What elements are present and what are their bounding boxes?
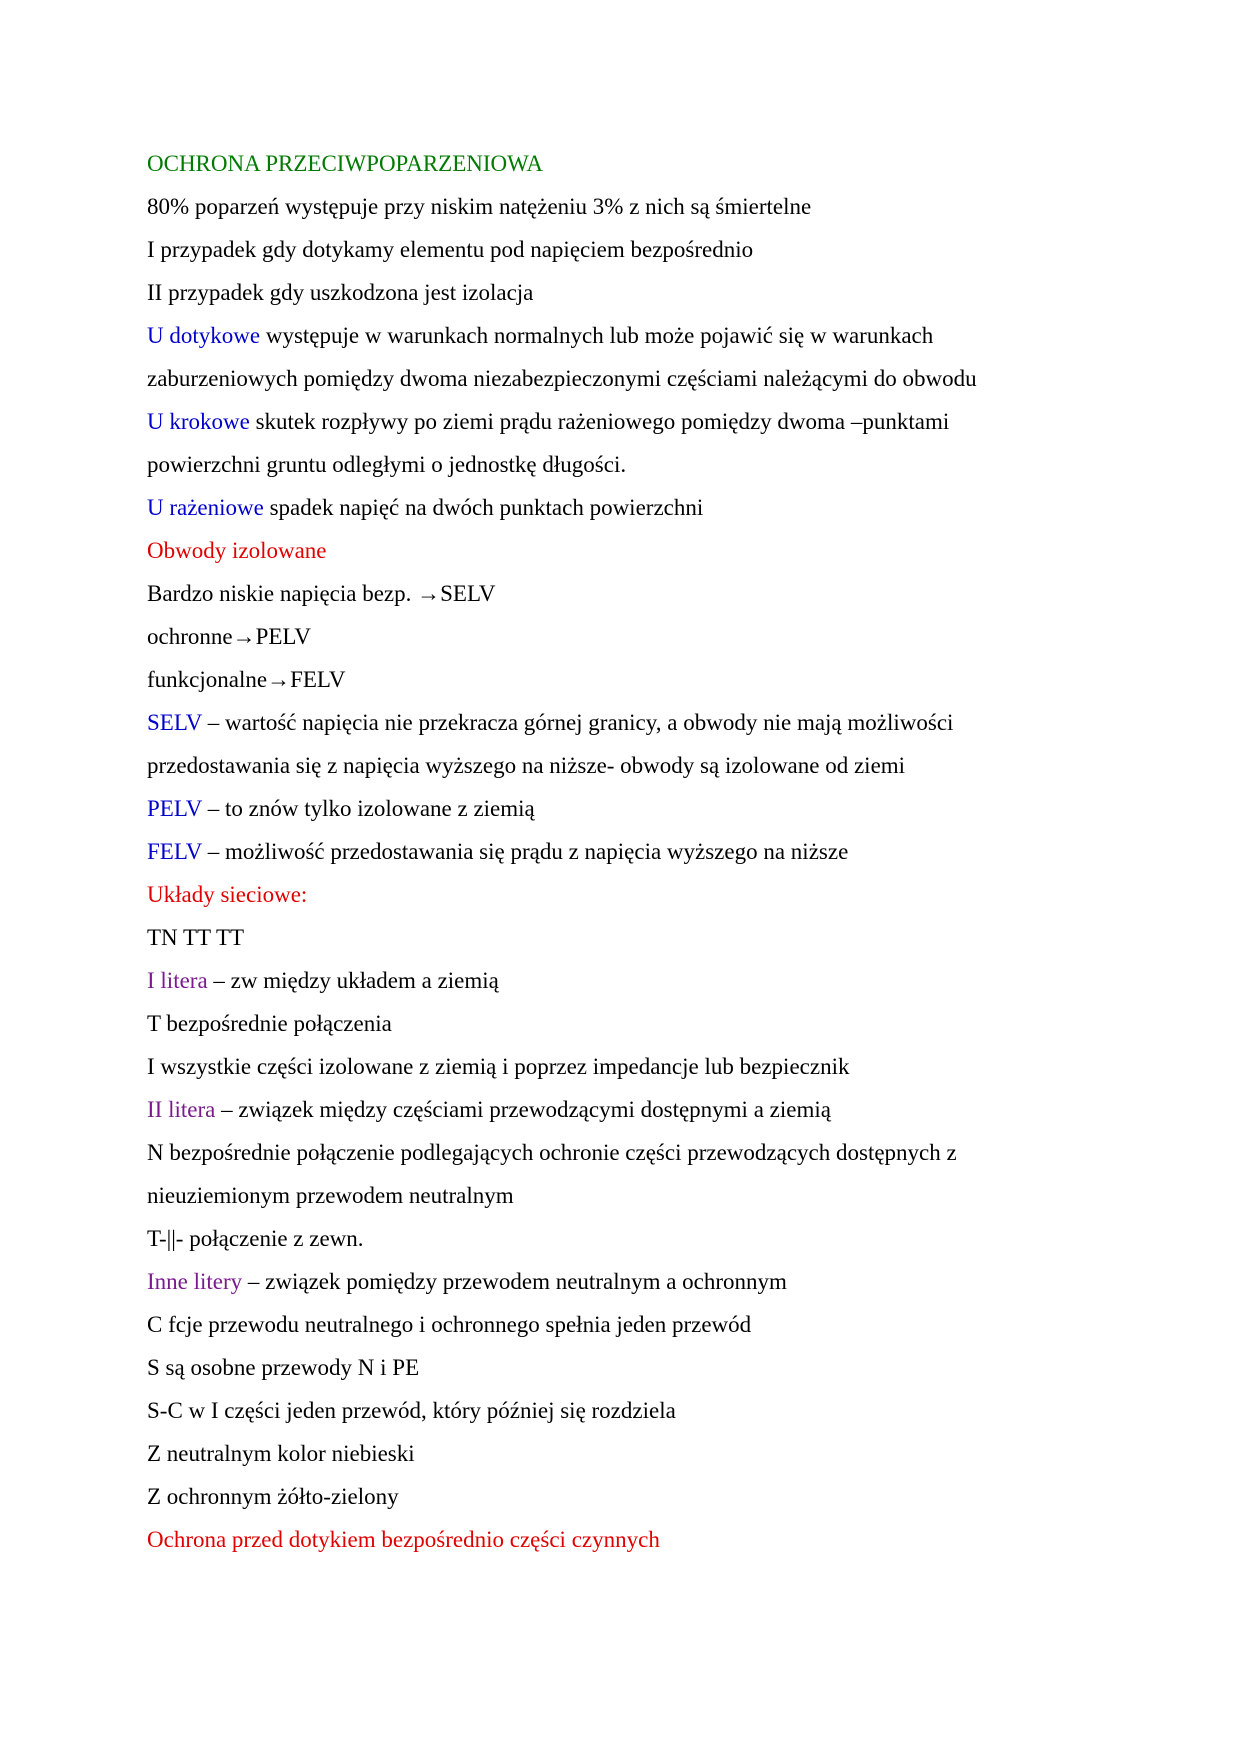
highlighted-term: U rażeniowe bbox=[147, 495, 264, 520]
body-text: Z ochronnym żółto-zielony bbox=[147, 1484, 399, 1509]
document-line bbox=[147, 1303, 1147, 1346]
document-text-body bbox=[147, 142, 1147, 1561]
document-line bbox=[147, 1432, 1147, 1475]
highlighted-term: Inne litery bbox=[147, 1269, 243, 1294]
document-line bbox=[147, 1174, 1147, 1217]
document-line bbox=[147, 1475, 1147, 1518]
body-text: – możliwość przedostawania się prądu z napięcia wyższego na niższe bbox=[201, 839, 849, 864]
document-line bbox=[147, 1518, 1147, 1561]
body-text: 80% poparzeń występuje przy niskim natężeniu 3% z nich są śmiertelne bbox=[147, 194, 812, 219]
body-text: S-C w I części jeden przewód, który później się rozdziela bbox=[147, 1398, 676, 1423]
document-line bbox=[147, 1346, 1147, 1389]
highlighted-term: U krokowe bbox=[147, 409, 250, 434]
document-line bbox=[147, 185, 1147, 228]
body-text: występuje w warunkach normalnych lub może pojawić się w warunkach bbox=[260, 323, 934, 348]
body-text: S są osobne przewody N i PE bbox=[147, 1355, 420, 1380]
highlighted-term: PELV bbox=[147, 796, 202, 821]
document-line bbox=[147, 658, 1147, 701]
document-line bbox=[147, 1217, 1147, 1260]
body-text: powierzchni gruntu odległymi o jednostkę długości. bbox=[147, 452, 627, 477]
document-line bbox=[147, 486, 1147, 529]
document-line bbox=[147, 787, 1147, 830]
body-text: – to znów tylko izolowane z ziemią bbox=[201, 796, 535, 821]
document-line bbox=[147, 1088, 1147, 1131]
body-text: C fcje przewodu neutralnego i ochronnego spełnia jeden przewód bbox=[147, 1312, 752, 1337]
document-line bbox=[147, 615, 1147, 658]
highlighted-term: U dotykowe bbox=[147, 323, 261, 348]
body-text: skutek rozpływy po ziemi prądu rażeniowego pomiędzy dwoma –punktami bbox=[249, 409, 950, 434]
body-text: zaburzeniowych pomiędzy dwoma niezabezpieczonymi częściami należącymi do obwodu bbox=[147, 366, 977, 391]
document-line bbox=[147, 314, 1147, 357]
document-line bbox=[147, 1002, 1147, 1045]
body-text: II przypadek gdy uszkodzona jest izolacja bbox=[147, 280, 534, 305]
body-text: TN TT TT bbox=[147, 925, 245, 950]
document-line bbox=[147, 1131, 1147, 1174]
body-text: N bezpośrednie połączenie podlegających ochronie części przewodzących dostępnych z bbox=[147, 1140, 957, 1165]
document-line bbox=[147, 357, 1147, 400]
highlighted-term: Ochrona przed dotykiem bezpośrednio części czynnych bbox=[147, 1527, 660, 1552]
highlighted-term: SELV bbox=[147, 710, 202, 735]
highlighted-term: OCHRONA PRZECIWPOPARZENIOWA bbox=[147, 151, 543, 176]
body-text: I przypadek gdy dotykamy elementu pod napięciem bezpośrednio bbox=[147, 237, 754, 262]
document-line bbox=[147, 916, 1147, 959]
body-text: T-||- połączenie z zewn. bbox=[147, 1226, 364, 1251]
body-text: przedostawania się z napięcia wyższego na niższe- obwody są izolowane od ziemi bbox=[147, 753, 906, 778]
document-line bbox=[147, 443, 1147, 486]
highlighted-term: I litera bbox=[147, 968, 208, 993]
body-text: spadek napięć na dwóch punktach powierzchni bbox=[263, 495, 704, 520]
body-text: nieuziemionym przewodem neutralnym bbox=[147, 1183, 514, 1208]
document-line bbox=[147, 1260, 1147, 1303]
document-line bbox=[147, 228, 1147, 271]
document-line bbox=[147, 1045, 1147, 1088]
body-text: – wartość napięcia nie przekracza górnej granicy, a obwody nie mają możliwości bbox=[201, 710, 954, 735]
document-line bbox=[147, 572, 1147, 615]
body-text: Z neutralnym kolor niebieski bbox=[147, 1441, 415, 1466]
highlighted-term: FELV bbox=[147, 839, 202, 864]
highlighted-term: Obwody izolowane bbox=[147, 538, 327, 563]
document-line bbox=[147, 744, 1147, 787]
highlighted-term: Układy sieciowe: bbox=[147, 882, 308, 907]
body-text: T bezpośrednie połączenia bbox=[147, 1011, 392, 1036]
document-line bbox=[147, 830, 1147, 873]
body-text: ochronne→PELV bbox=[147, 624, 311, 649]
document-line bbox=[147, 529, 1147, 572]
document-line bbox=[147, 959, 1147, 1002]
body-text: – zw między układem a ziemią bbox=[207, 968, 499, 993]
body-text: Bardzo niskie napięcia bezp. →SELV bbox=[147, 581, 496, 606]
highlighted-term: II litera bbox=[147, 1097, 216, 1122]
document-line bbox=[147, 271, 1147, 314]
document-line bbox=[147, 1389, 1147, 1432]
body-text: funkcjonalne→FELV bbox=[147, 667, 346, 692]
document-line bbox=[147, 142, 1147, 185]
document-line bbox=[147, 701, 1147, 744]
document-line bbox=[147, 873, 1147, 916]
body-text: – związek pomiędzy przewodem neutralnym a ochronnym bbox=[242, 1269, 787, 1294]
body-text: I wszystkie części izolowane z ziemią i poprzez impedancje lub bezpiecznik bbox=[147, 1054, 850, 1079]
document-line bbox=[147, 400, 1147, 443]
body-text: – związek między częściami przewodzącymi dostępnymi a ziemią bbox=[215, 1097, 831, 1122]
